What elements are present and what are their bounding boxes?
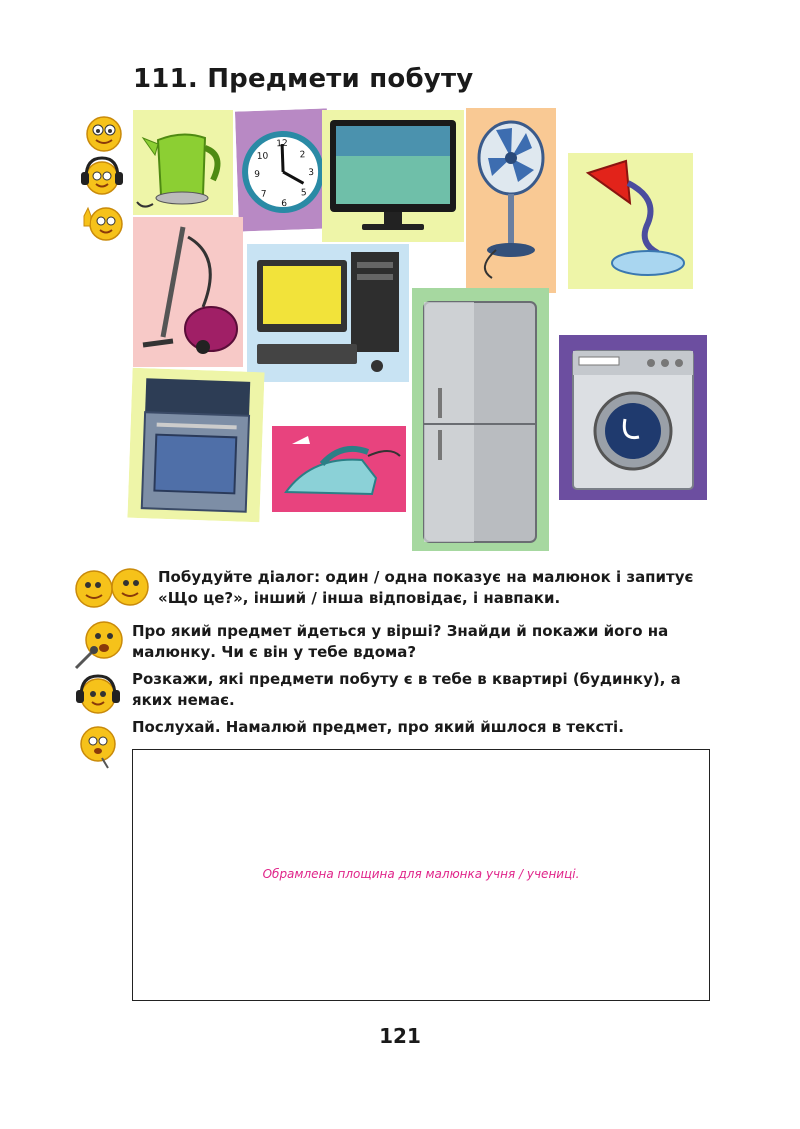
- clock-picture: [235, 108, 331, 231]
- svg-text:12: 12: [276, 138, 288, 150]
- headphones-smiley-icon: [76, 676, 120, 713]
- svg-text:5: 5: [300, 188, 307, 199]
- task-tell-text: Розкажи, які предмети побуту є в тебе в квартирі (будинку), а яких немає.: [132, 670, 681, 709]
- fan-picture: [466, 108, 556, 293]
- svg-text:6: 6: [281, 198, 288, 210]
- gas-stove-picture: [127, 368, 264, 523]
- monitor-picture: [322, 110, 464, 242]
- gas-stove-icon: [142, 378, 250, 512]
- pointing-smiley-icon: [84, 208, 122, 240]
- svg-text:9: 9: [254, 169, 261, 181]
- talking-smileys-icon: [74, 565, 154, 611]
- computer-picture: [247, 244, 409, 382]
- listening-smiley-icon: [81, 727, 115, 768]
- desk-lamp-picture: [568, 153, 693, 289]
- smiley-icons-group: [78, 112, 126, 246]
- task-poem-text: Про який предмет йдеться у вірші? Знайди й покажи його на малюнку. Чи є він у тебе вдома?: [132, 622, 669, 661]
- page-title: 111. Предмети побуту: [133, 64, 474, 94]
- kettle-picture: [133, 110, 233, 215]
- svg-text:3: 3: [308, 167, 315, 179]
- svg-text:10: 10: [256, 151, 269, 162]
- washing-machine-picture: [559, 335, 707, 500]
- vacuum-cleaner-picture: [133, 217, 243, 367]
- svg-text:2: 2: [299, 150, 306, 161]
- clock-icon: [244, 133, 323, 212]
- headphones-smiley-icon: [81, 158, 123, 194]
- iron-picture: [272, 426, 406, 512]
- svg-text:7: 7: [260, 189, 267, 200]
- refrigerator-picture: [412, 288, 549, 551]
- drawing-area-note: Обрамлена площина для малюнка учня / учениці.: [262, 867, 580, 881]
- washing-machine-icon: [573, 351, 693, 489]
- reading-smiley-icon: [87, 117, 121, 151]
- task-dialog-text: Побудуйте діалог: один / одна показує на малюнок і запитує «Що це?», інший / інша відповідає, і навпаки.: [158, 568, 694, 607]
- page-number: 121: [379, 1024, 421, 1048]
- task-listen-text: Послухай. Намалюй предмет, про який йшлося в тексті.: [132, 718, 624, 736]
- microphone-smiley-icon: [76, 622, 122, 668]
- drawing-area[interactable]: [132, 749, 710, 1001]
- refrigerator-icon: [424, 302, 536, 542]
- task-smileys-column: [72, 618, 124, 770]
